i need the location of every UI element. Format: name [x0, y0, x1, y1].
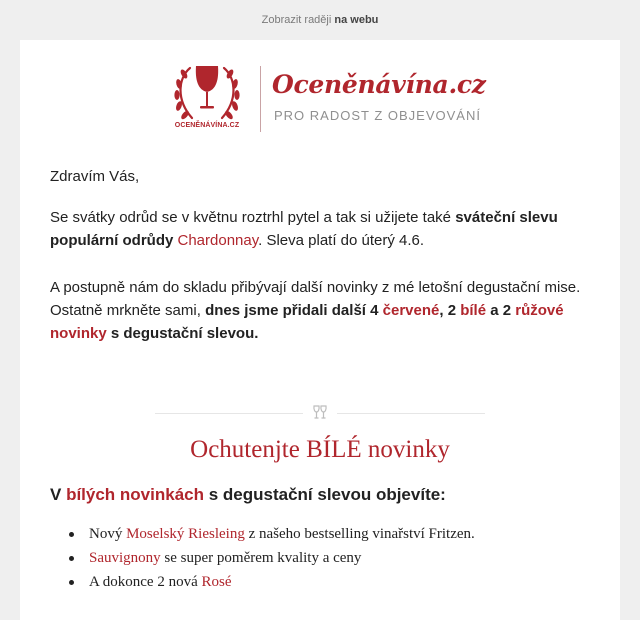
list-item [89, 546, 475, 570]
rose-link[interactable]: Rosé [201, 574, 232, 590]
item-text-2: se super poměrem kvality a ceny [160, 550, 362, 566]
view-online-text: Zobrazit raději [261, 14, 332, 26]
subhead-text-1: V [50, 485, 67, 504]
white-wines-link[interactable]: bílé [460, 302, 487, 319]
intro-paragraph [50, 206, 595, 252]
para1-text-2: . Sleva platí do úterý 4.6. [258, 232, 425, 249]
email-body [20, 40, 620, 620]
rose-wines-link[interactable]: růžové novinky [50, 302, 564, 342]
section-heading: Ochutenjte BÍLÉ novinky [190, 436, 450, 463]
brand-logo[interactable] [170, 60, 486, 140]
para2-bold-2: , 2 [439, 302, 461, 319]
list-item [89, 522, 475, 546]
red-wines-link[interactable]: červené [382, 302, 440, 319]
moselsky-riesling-link[interactable]: Moselský Riesleing [126, 526, 245, 542]
item-text-1: Nový [89, 526, 127, 542]
item-text-1: A dokonce 2 nová [89, 574, 202, 590]
view-online-bar [0, 0, 640, 40]
wine-glasses-icon [311, 404, 329, 422]
separator-right [337, 413, 485, 414]
para2-text-1: A postupně nám do skladu přibývají další novinky z mé letošní degustační mise. Ostatně mrkněte sami, [50, 279, 581, 319]
brand-name: Oceněnávína.cz [272, 70, 486, 99]
novelties-list [50, 522, 475, 594]
news-paragraph [50, 276, 595, 345]
sauvignony-link[interactable]: Sauvignony [89, 550, 161, 566]
subhead-text-2: s degustační slevou objevíte: [204, 485, 446, 504]
greeting: Zdravím Vás, [50, 168, 140, 185]
brand-tagline: PRO RADOST Z OBJEVOVÁNÍ [274, 108, 481, 123]
logo-divider [260, 66, 261, 132]
para1-text-1: Se svátky odrůd se v květnu roztrhl pytel a tak si užijete také [50, 209, 456, 226]
separator-left [155, 413, 303, 414]
para2-bold-1: dnes jsme přidali další 4 [205, 302, 383, 319]
para1-bold-1: sváteční slevu populární odrůdy [50, 209, 558, 249]
chardonnay-link[interactable]: Chardonnay [177, 232, 259, 249]
list-item [89, 570, 475, 594]
view-online-link[interactable]: na webu [334, 14, 379, 26]
white-novelties-link[interactable]: bílých novinkách [66, 485, 204, 504]
para2-bold-3: a 2 [486, 302, 516, 319]
para2-bold-4: s degustační slevou. [106, 325, 259, 342]
section-subheading [50, 485, 446, 505]
item-text-2: z našeho bestselling vinařství Fritzen. [244, 526, 475, 542]
seal-text: OCENĚNÁVÍNA.CZ [174, 122, 240, 129]
